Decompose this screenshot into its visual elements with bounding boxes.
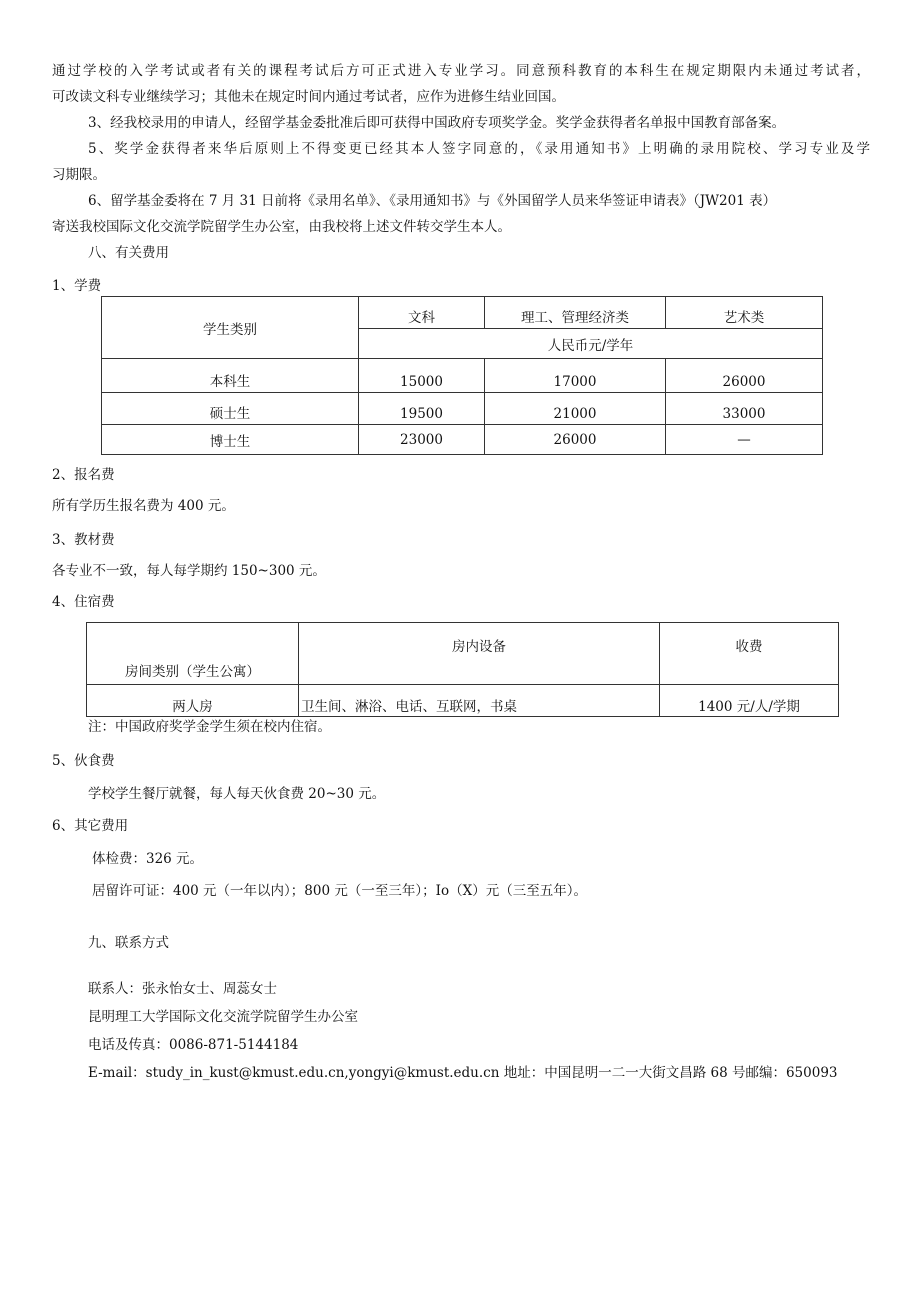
row-label: 博士生	[102, 425, 359, 455]
residence-permit-fee: 居留许可证：400 元（一年以内）；800 元（一至三年）；Io（X）元（三至五年）。	[92, 883, 587, 899]
column-header-liberal-arts: 文科	[359, 297, 485, 329]
meals-text: 学校学生餐厅就餐，每人每天伙食费 20~30 元。	[88, 786, 386, 802]
contact-office: 昆明理工大学国际文化交流学院留学生办公室	[88, 1009, 358, 1025]
contact-person: 联系人：张永怡女士、周蕊女士	[88, 981, 277, 997]
accommodation-note: 注：中国政府奖学金学生须在校内住宿。	[88, 719, 331, 735]
paragraph-6-line: 寄送我校国际文化交流学院留学生办公室，由我校将上述文件转交学生本人。	[52, 219, 511, 235]
registration-heading: 2、报名费	[52, 467, 115, 483]
contact-phone: 电话及传真：0086-871-5144184	[88, 1037, 299, 1053]
tuition-heading: 1、学费	[52, 278, 102, 294]
other-heading: 6、其它费用	[52, 818, 129, 834]
medical-fee: 体检费：326 元。	[92, 851, 204, 867]
table-cell: 19500	[359, 393, 485, 425]
table-cell: 17000	[485, 359, 666, 393]
header-room-equipment: 房内设备	[299, 623, 660, 685]
table-cell: 33000	[666, 393, 823, 425]
contact-email-address: E-mail：study_in_kust@kmust.edu.cn,yongyi@kmust.edu.cn 地址：中国昆明一二一大街文昌路 68 号邮编：650093	[88, 1065, 838, 1081]
table-cell: 15000	[359, 359, 485, 393]
section-title: 八、有关费用	[88, 245, 169, 261]
meals-heading: 5、伙食费	[52, 753, 115, 769]
table-cell: 21000	[485, 393, 666, 425]
row-label: 本科生	[102, 359, 359, 393]
header-student-category: 学生类别	[102, 297, 359, 359]
column-header-science-management: 理工、管理经济类	[485, 297, 666, 329]
paragraph-3: 3、经我校录用的申请人，经留学基金委批准后即可获得中国政府专项奖学金。奖学金获得者名单报中国教育部备案。	[88, 115, 786, 131]
table-cell: 23000	[359, 425, 485, 455]
table-cell: 26000	[485, 425, 666, 455]
currency-unit: 人民币元/学年	[359, 329, 823, 359]
table-row	[102, 359, 823, 393]
table-cell: —	[666, 425, 823, 455]
accommodation-heading: 4、住宿费	[52, 594, 115, 610]
header-fee: 收费	[660, 623, 839, 685]
registration-text: 所有学历生报名费为 400 元。	[52, 498, 235, 514]
paragraph-line: 通过学校的入学考试或者有关的课程考试后方可正式进入专业学习。同意预科教育的本科生在规定期限内未通过考试者，	[52, 63, 870, 79]
paragraph-5-line: 5、奖学金获得者来华后原则上不得变更已经其本人签字同意的，《录用通知书》上明确的录用院校、学习专业及学	[88, 141, 870, 157]
tuition-table	[101, 296, 823, 455]
table-row	[102, 425, 823, 455]
paragraph-6-line: 6、留学基金委将在 7 月 31 日前将《录用名单》、《录用通知书》与《外国留学人员来华签证申请表》（JW201 表）	[88, 193, 777, 209]
room-type: 两人房	[87, 685, 299, 717]
room-equipment: 卫生间、淋浴、电话、互联网，书桌	[299, 685, 660, 717]
textbook-text: 各专业不一致，每人每学期约 150~300 元。	[52, 563, 326, 579]
row-label: 硕士生	[102, 393, 359, 425]
paragraph-5-line: 习期限。	[52, 167, 106, 183]
textbook-heading: 3、教材费	[52, 532, 115, 548]
table-row	[102, 393, 823, 425]
column-header-arts: 艺术类	[666, 297, 823, 329]
paragraph-line: 可改读文科专业继续学习；其他未在规定时间内通过考试者，应作为进修生结业回国。	[52, 89, 565, 105]
table-cell: 26000	[666, 359, 823, 393]
accommodation-table	[86, 622, 839, 717]
table-row	[87, 685, 839, 717]
section-title: 九、联系方式	[88, 935, 169, 951]
room-fee: 1400 元/人/学期	[660, 685, 839, 717]
header-room-type: 房间类别（学生公寓）	[87, 623, 299, 685]
